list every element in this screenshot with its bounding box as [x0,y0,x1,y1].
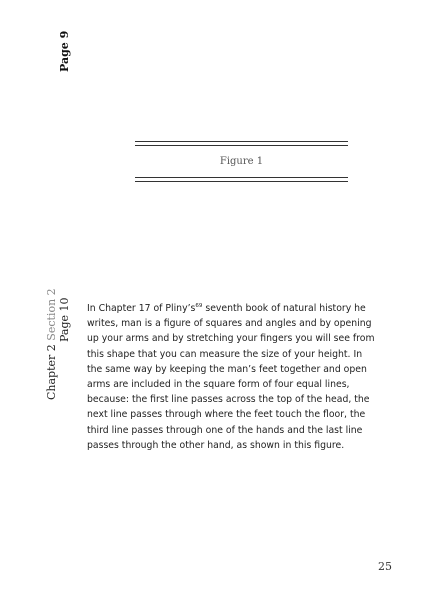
page-number: 25 [378,560,392,573]
chapter-side-label [45,288,71,400]
figure-caption: Figure 1 [219,156,264,167]
side-page-label: Page 10 [58,297,71,342]
body-text-start: In Chapter 17 of Pliny’s [87,303,196,314]
page-header-label: Page 9 [58,30,71,72]
figure-block [135,141,348,187]
figure-bottom-rule-inner [135,177,348,178]
page-header [58,28,118,83]
figure-bottom-rule [135,181,348,182]
body-paragraph [87,299,377,453]
section-label: Section 2 [45,288,58,341]
footnote-reference[interactable]: 69 [195,303,203,309]
body-text-rest: seventh book of natural history he writes, man is a figure of squares and angles and by opening up your arms and by stretching your fingers you will see from this shape that you can measure the size of your height. In the same way by keeping the man’s feet together and open arms are included in the square form of four equal lines, because: the first line passes across the top of the head, the next line passes through where the feet touch the floor, the third line passes through one of the hands and the last line passes through the other hand, as shown in this figure. [87,303,375,451]
figure-top-rule [135,141,348,142]
chapter-label: Chapter 2 [45,344,58,400]
figure-top-rule-inner [135,145,348,146]
